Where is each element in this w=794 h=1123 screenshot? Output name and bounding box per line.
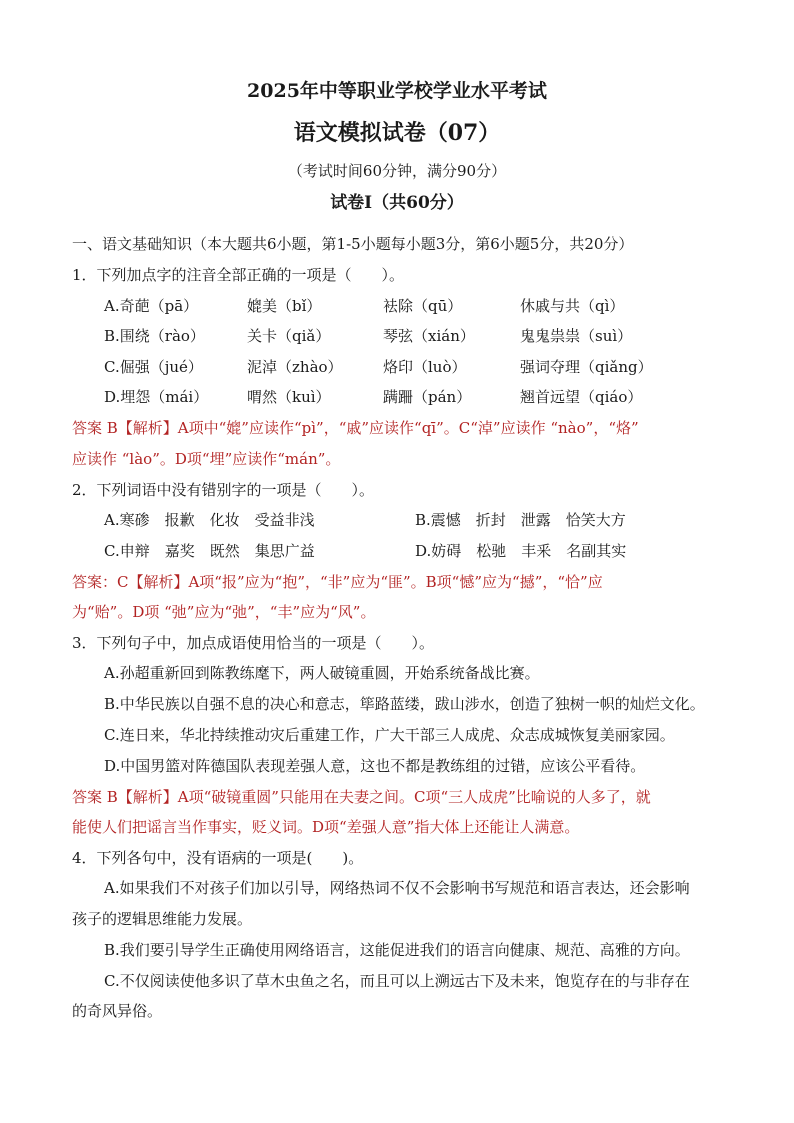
q4-option-c-line-1: C.不仅阅读使他多识了草木虫鱼之名，而且可以上溯远古下及未来，饱览存在的与非存在 [104, 972, 690, 990]
q1-option-cell: 休戚与共（qì） [520, 297, 625, 315]
q1-option-cell: D.埋怨（mái） [104, 388, 209, 406]
q1-answer-line-2: 应读作 “lào”。D项“埋”应读作“mán”。 [72, 450, 341, 468]
q1-option-cell: 关卡（qiǎ） [247, 327, 331, 345]
q1-option-cell: 媲美（bǐ） [247, 297, 322, 315]
q4-option-a-line-1: A.如果我们不对孩子们加以引导，网络热词不仅不会影响书写规范和语言表达，还会影响 [104, 879, 690, 897]
q2-option-cell: A.寒碜 报歉 化妆 受益非浅 [104, 511, 315, 529]
paper-title: 语文模拟试卷（07） [293, 120, 501, 146]
q2-option-cell: B.震憾 折封 泄露 恰笑大方 [415, 511, 626, 529]
question-4-stem: 4．下列各句中，没有语病的一项是( )。 [72, 849, 364, 867]
q1-option-cell: 琴弦（xián） [383, 327, 475, 345]
question-2-stem: 2．下列词语中没有错别字的一项是（ ）。 [72, 481, 375, 499]
q1-option-cell: B.围绕（rào） [104, 327, 205, 345]
exam-note: （考试时间60分钟，满分90分） [287, 162, 507, 180]
q1-option-cell: 强词夺理（qiǎng） [520, 358, 653, 376]
question-1-stem: 1．下列加点字的注音全部正确的一项是（ ）。 [72, 266, 405, 284]
q2-option-cell: D.妨碍 松驰 丰釆 名副其实 [415, 542, 627, 560]
q3-option-c: C.连日来，华北持续推动灾后重建工作，广大干部三人成虎、众志成城恢复美丽家园。 [104, 726, 675, 744]
q4-option-b: B.我们要引导学生正确使用网络语言，这能促进我们的语言向健康、规范、高雅的方向。 [104, 941, 690, 959]
q2-option-cell: C.申辩 嘉奖 既然 集思广益 [104, 542, 315, 560]
question-3-stem: 3．下列句子中，加点成语使用恰当的一项是（ ）。 [72, 634, 435, 652]
q1-answer-line-1: 答案 B【解析】A项中“媲”应读作“pì”，“戚”应读作“qī”。C“淖”应读作 “nào”，“烙” [72, 419, 639, 437]
q2-answer-line-1: 答案：C【解析】A项“报”应为“抱”，“非”应为“匪”。B项“憾”应为“撼”，“恰”应 [72, 573, 603, 591]
q1-option-cell: 袪除（qū） [383, 297, 463, 315]
q1-option-cell: 翘首远望（qiáo） [520, 388, 643, 406]
section-title: 试卷Ⅰ（共60分） [330, 193, 464, 213]
q1-option-cell: A.奇葩（pā） [104, 297, 199, 315]
q3-option-d: D.中国男篮对阵德国队表现差强人意，这也不都是教练组的过错，应该公平看待。 [104, 757, 646, 775]
q3-option-b: B.中华民族以自强不息的决心和意志，筚路蓝缕，跋山涉水，创造了独树一帜的灿烂文化。 [104, 695, 705, 713]
exam-title: 2025年中等职业学校学业水平考试 [247, 80, 547, 102]
q3-option-a: A.孙超重新回到陈教练麾下，两人破镜重圆，开始系统备战比赛。 [104, 664, 540, 682]
q4-option-c-line-2: 的奇风异俗。 [72, 1002, 163, 1020]
q3-answer-line-2: 能使人们把谣言当作事实，贬义词。D项“差强人意”指大体上还能让人满意。 [72, 818, 580, 836]
q1-option-cell: 泥淖（zhào） [247, 358, 343, 376]
q1-option-cell: 鬼鬼祟祟（suì） [520, 327, 633, 345]
q3-answer-line-1: 答案 B【解析】A项“破镜重圆”只能用在夫妻之间。C项“三人成虎”比喻说的人多了，就 [72, 788, 651, 806]
q1-option-cell: C.倔强（jué） [104, 358, 203, 376]
part-heading: 一、语文基础知识（本大题共6小题，第1-5小题每小题3分，第6小题5分，共20分） [72, 235, 634, 253]
q1-option-cell: 蹒跚（pán） [383, 388, 472, 406]
q2-answer-line-2: 为“贻”。D项 “弛”应为“弛”，“丰”应为“风”。 [72, 603, 376, 621]
q1-option-cell: 喟然（kuì） [247, 388, 331, 406]
q4-option-a-line-2: 孩子的逻辑思维能力发展。 [72, 910, 253, 928]
q1-option-cell: 烙印（luò） [383, 358, 467, 376]
